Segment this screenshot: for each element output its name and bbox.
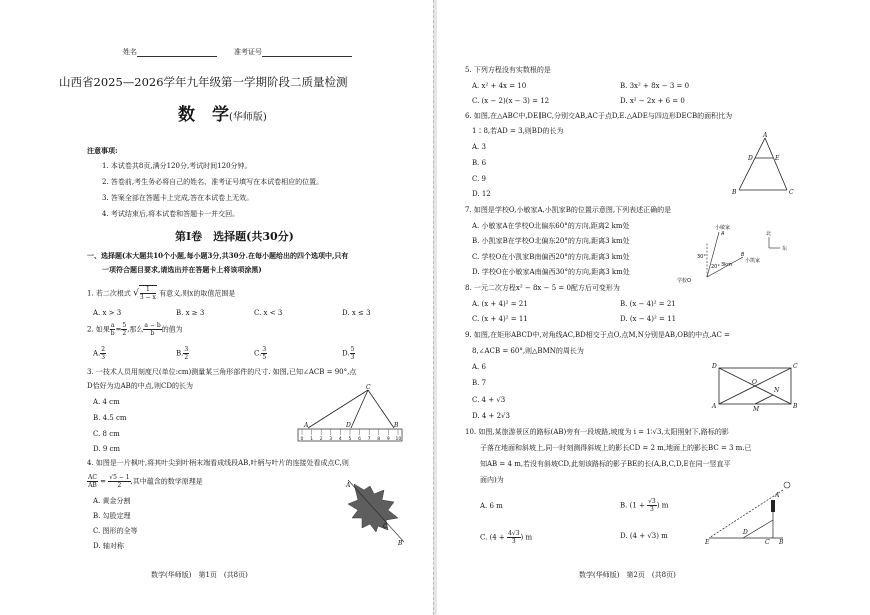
q2-option-num: 2 <box>101 346 106 353</box>
ruler-tick-label: 3 <box>329 437 333 442</box>
ruler-tick-label: 10 <box>395 437 402 442</box>
q2-option-d[interactable] <box>342 346 355 361</box>
q8-option-d[interactable]: D. (x − 4)² = 11 <box>620 315 677 323</box>
q2-frac-den: 2 <box>122 330 127 337</box>
question-4-line1: 4. 如图是一片枫叶,将其叶尖到叶柄末端看成线段AB,叶柄与叶片的连接处看成点C,则 <box>87 459 349 467</box>
q2-option-num: 3 <box>184 346 189 353</box>
question-10-line3: 知AB = 4 m,若没有斜坡CD,此刻该路标的影子BE的长(A,B,C,D,E在同一竖直平 <box>480 460 731 468</box>
map-label: 小敏家 <box>715 225 731 231</box>
q2-option-num: 3 <box>262 346 267 353</box>
exam-number-label: 准考证号 <box>234 48 262 56</box>
q2-option-b[interactable] <box>176 346 189 361</box>
q1-option-d[interactable]: D. x ≤ 3 <box>342 309 371 317</box>
q2-option-letter: A. <box>93 349 101 358</box>
point-label: C <box>789 189 794 196</box>
name-label: 姓名 <box>123 48 137 56</box>
ruler-tick-label: 2 <box>319 437 323 442</box>
page-footer: 数学(华师版) 第2页 (共8页) <box>579 571 676 579</box>
question-10-line1: 10. 如图,某旅游景区的路标(AB)旁有一段坡路,坡度为 i = 1∶√3,太阳照射下,路标的影 <box>465 428 729 436</box>
leaf-axis-line <box>348 480 404 542</box>
point-label: C <box>383 523 388 530</box>
q2-frac-num: 5 <box>122 322 127 329</box>
edition-label: (华师版) <box>229 112 267 123</box>
q9-option-c[interactable]: C. 4 + √3 <box>472 396 506 404</box>
point-label: A <box>346 482 351 489</box>
exam-page-2 <box>437 0 870 615</box>
q6-option-c[interactable]: C. 9 <box>472 175 487 183</box>
q4-option-c[interactable]: C. 图形的全等 <box>93 527 138 535</box>
q2-frac-num: a <box>110 322 115 329</box>
angle-label: 30° <box>697 254 706 260</box>
q5-option-d[interactable]: D. x² − 2x + 6 = 0 <box>620 97 685 105</box>
ruler-tick-label: 1 <box>310 437 313 442</box>
map-label: B <box>741 252 745 258</box>
q1-radical <box>139 285 157 301</box>
ruler-tick-label: 5 <box>348 437 352 442</box>
point-label: C <box>366 384 371 391</box>
q2-option-letter: D. <box>342 349 350 358</box>
q4-option-d[interactable]: D. 轴对称 <box>93 542 124 550</box>
q1-stem-tail: 有意义,则x的取值范围是 <box>159 289 236 298</box>
q10-option-c-unit: ) m <box>520 533 533 542</box>
q2-option-c[interactable] <box>254 346 267 361</box>
point-label: B <box>793 403 798 410</box>
q7-option-a[interactable]: A. 小敏家A在学校O北偏东60°的方向,距离2 km处 <box>472 222 630 230</box>
map-label: 学校O <box>677 278 691 284</box>
page-footer: 数学(华师版) 第1页 (共8页) <box>151 571 248 579</box>
notice-item: 4. 考试结束后,将本试卷和答题卡一并交回。 <box>102 210 240 218</box>
notice-heading: 注意事项: <box>87 146 118 155</box>
compass-north-label: 北 <box>766 231 772 237</box>
q3-option-b[interactable]: B. 4.5 cm <box>93 414 127 422</box>
q2-frac-num: a − b <box>144 322 161 329</box>
point-label: A <box>763 132 768 139</box>
compass-east-label: 东 <box>782 246 788 252</box>
q2-stem-text: 2. 如果 <box>87 325 110 334</box>
q2-option-den: 2 <box>184 354 189 361</box>
question-2-stem <box>87 322 183 337</box>
signpost-board <box>771 500 775 512</box>
q2-frac-den: b <box>110 330 115 337</box>
q10-option-letter: B. <box>620 501 628 510</box>
name-field <box>123 48 217 57</box>
point-label: A <box>775 492 780 499</box>
question-10-line4: 面内)为 <box>480 476 504 484</box>
point-label: A <box>712 403 717 410</box>
q2-stem-mid: ,那么 <box>127 325 144 334</box>
q7-option-b[interactable]: B. 小凯家B在学校O北偏东20°的方向,距离3 km处 <box>472 237 630 245</box>
question-7-stem: 7. 如图是学校O,小敏家A,小凯家B的位置示意图,下列表述正确的是 <box>465 206 672 214</box>
q3-option-d[interactable]: D. 9 cm <box>93 445 121 453</box>
point-label: C <box>793 363 798 370</box>
q2-frac-den: b <box>150 330 155 337</box>
question-5-stem: 5. 下列方程没有实数根的是 <box>465 66 551 74</box>
q2-option-letter: C. <box>254 349 262 358</box>
q10-option-b-den: 3 <box>650 506 654 513</box>
question-3-line1: 3. 一技术人员用刻度尺(单位:cm)测量某三角形部件的尺寸. 如图,已知∠ACB = 90°,点 <box>87 368 357 376</box>
question-8-stem: 8. 一元二次方程x² − 8x − 5 = 0配方后可变形为 <box>465 284 620 292</box>
triangle-lines <box>308 390 394 428</box>
ruler-triangle-figure <box>298 386 404 444</box>
q6-option-d[interactable]: D. 12 <box>472 190 491 198</box>
slope-signpost-figure <box>703 480 803 544</box>
ruler-tick-label: 6 <box>358 437 361 442</box>
q2-stem-tail: 的值为 <box>161 325 183 334</box>
point-label: D <box>712 363 717 370</box>
q10-option-d[interactable]: D. (4 + √3) m <box>620 532 668 540</box>
sun-icon <box>784 482 790 488</box>
point-label: B <box>394 422 399 429</box>
subject-title <box>178 100 267 125</box>
rectangle-lines <box>719 368 791 404</box>
point-label: O <box>752 379 757 386</box>
q1-option-c[interactable]: C. x < 3 <box>254 309 283 317</box>
name-blank[interactable] <box>137 48 217 57</box>
q10-option-c-den: 3 <box>511 538 516 545</box>
q4-frac-num: AC <box>88 474 97 481</box>
point-label: N <box>774 387 780 394</box>
q2-option-num: 5 <box>350 346 355 353</box>
ruler-tick-label: 7 <box>367 437 371 442</box>
q2-option-den: 5 <box>262 354 267 361</box>
point-label: E <box>775 155 780 162</box>
q1-rad-den: 3 − x <box>139 294 156 301</box>
distance-label: 3km <box>721 262 732 268</box>
ruler-tick-label: 9 <box>386 437 390 442</box>
point-label: B <box>398 540 403 547</box>
q2-equals: = <box>115 325 122 334</box>
section-intro: 一项符合题目要求,请选出并在答题卡上将该项涂黑) <box>102 265 262 274</box>
exam-number-blank[interactable] <box>262 48 352 57</box>
point-label: C <box>765 539 770 546</box>
q4-line2-tail: ,其中蕴含的数学原理是 <box>130 477 203 486</box>
volume-title: 第Ⅰ卷 选择题(共30分) <box>175 230 294 243</box>
q3-option-c[interactable]: C. 8 cm <box>93 430 120 438</box>
exam-page-1 <box>0 0 433 615</box>
q2-option-a[interactable] <box>93 346 106 361</box>
q4-rhs-num: √5 − 1 <box>109 474 130 481</box>
q10-option-a[interactable]: A. 6 m <box>480 502 503 510</box>
question-6-line2: 1∶8,若AD = 3,则BD的长为 <box>472 127 564 135</box>
q8-option-b[interactable]: B. (x − 4)² = 21 <box>620 300 676 308</box>
location-map-figure <box>677 222 792 284</box>
q1-stem-text: 1. 若二次根式 <box>87 289 131 298</box>
point-label: B <box>779 539 784 546</box>
q9-option-b[interactable]: B. 7 <box>472 379 487 387</box>
q9-option-a[interactable]: A. 6 <box>472 363 486 371</box>
notice-item: 2. 答卷前,考生务必将自己的姓名、准考证号填写在本试卷相应的位置。 <box>102 178 324 186</box>
point-label: D <box>346 422 351 429</box>
question-10-line2: 子落在地面和斜坡上,同一时刻测得斜坡上的影长CD = 2 m,地面上的影长BC = 3 m.已 <box>480 444 752 452</box>
q10-option-c-num: 4√3 <box>508 530 520 537</box>
q2-option-letter: B. <box>176 349 184 358</box>
question-1-stem: 1. 若二次根式 √ $\frac{1}{3 - x}$ 有意义,则x的取值范围是 <box>87 286 236 301</box>
subject-name: 数 学 <box>178 105 229 125</box>
q7-option-d[interactable]: D. 学校O在小敏家A南偏西30°的方向,距离3 km处 <box>472 268 630 276</box>
maple-leaf-figure <box>340 478 412 546</box>
q5-option-c[interactable]: C. (x − 2)(x − 3) = 12 <box>472 97 550 105</box>
q10-option-b-unit: ) m <box>656 501 669 510</box>
rectangle-abcd-figure <box>711 362 801 414</box>
q10-option-b-part: (1 + <box>629 501 648 510</box>
angle-label: 20° <box>711 264 720 270</box>
q4-rhs-den: 2 <box>117 482 122 489</box>
ruler-tick-label: 8 <box>377 437 381 442</box>
q3-option-a[interactable]: A. 4 cm <box>93 398 120 406</box>
question-4-line2: $\frac{AC}{AB}$ = $\frac{√5 - 1}{2}$ ,其中蕴含的数学原理是 <box>88 474 203 489</box>
q4-option-b[interactable]: B. 勾股定理 <box>93 512 131 520</box>
notice-item: 3. 答案全部在答题卡上完成,答在本试卷上无效。 <box>102 194 254 202</box>
triangle-de-bc-figure <box>729 134 797 196</box>
q5-option-b[interactable]: B. 3x² + 8x − 3 = 0 <box>620 82 690 90</box>
q10-option-b-num: √3 <box>648 498 656 505</box>
q7-option-c[interactable]: C. 学校O在小凯家B南偏西20°的方向,距离3 km处 <box>472 253 630 261</box>
q10-option-c[interactable] <box>480 530 532 545</box>
q1-option-b[interactable]: B. x ≥ 3 <box>176 309 205 317</box>
q1-option-a[interactable]: A. x > 3 <box>93 309 122 317</box>
q4-frac-den: AB <box>88 482 97 489</box>
notice-item: 1. 本试卷共8页,满分120分,考试时间120分钟。 <box>102 162 252 170</box>
q4-option-a[interactable]: A. 黄金分割 <box>93 497 131 505</box>
triangle-lines <box>739 138 787 190</box>
point-label: M <box>753 406 760 413</box>
question-6-line1: 6. 如图,在△ABC中,DE∥BC,分别交AB,AC于点D,E.△ADE与四边形DECB的面积比为 <box>465 112 733 120</box>
exam-number-field <box>234 48 352 57</box>
point-label: E <box>705 539 710 546</box>
q10-option-letter: C. <box>480 533 488 542</box>
question-3-line2: D恰好为边AB的中点,则CD的长为 <box>87 382 194 390</box>
ruler-tick-label: 4 <box>338 437 342 442</box>
map-label: A <box>721 231 725 237</box>
q1-rad-num: 1 <box>140 286 156 294</box>
question-9-line2: 8,∠ACB = 60°,则△BMN的周长为 <box>472 347 584 355</box>
q2-option-den: 3 <box>101 354 106 361</box>
q8-option-c[interactable]: C. (x + 4)² = 11 <box>472 315 528 323</box>
exam-title: 山西省2025—2026学年九年级第一学期阶段二质量检测 <box>59 75 348 89</box>
question-9-line1: 9. 如图,在矩形ABCD中,对角线AC,BD相交于点O,点M,N分别是AB,OB的中点,AC = <box>465 331 730 339</box>
ruler-tick-label: 0 <box>300 437 304 442</box>
point-label: A <box>304 422 309 429</box>
q8-option-a[interactable]: A. (x + 4)² = 21 <box>472 300 528 308</box>
section-intro: 一、选择题(本大题共10个小题,每小题3分,共30分.在每小题给出的四个选项中,只有 <box>87 251 349 260</box>
q9-option-d[interactable]: D. 4 + 2√3 <box>472 412 510 420</box>
point-label: D <box>748 155 753 162</box>
q6-option-b[interactable]: B. 6 <box>472 159 487 167</box>
q2-option-den: 3 <box>350 354 355 361</box>
point-label: B <box>732 189 737 196</box>
map-label: 小凯家 <box>745 258 761 264</box>
q10-option-c-part: (4 + <box>489 533 508 542</box>
q5-option-a[interactable]: A. x² + 4x = 10 <box>472 82 527 90</box>
q6-option-a[interactable]: A. 3 <box>472 143 486 151</box>
q10-option-b[interactable] <box>620 498 668 513</box>
point-label: D <box>743 529 748 536</box>
